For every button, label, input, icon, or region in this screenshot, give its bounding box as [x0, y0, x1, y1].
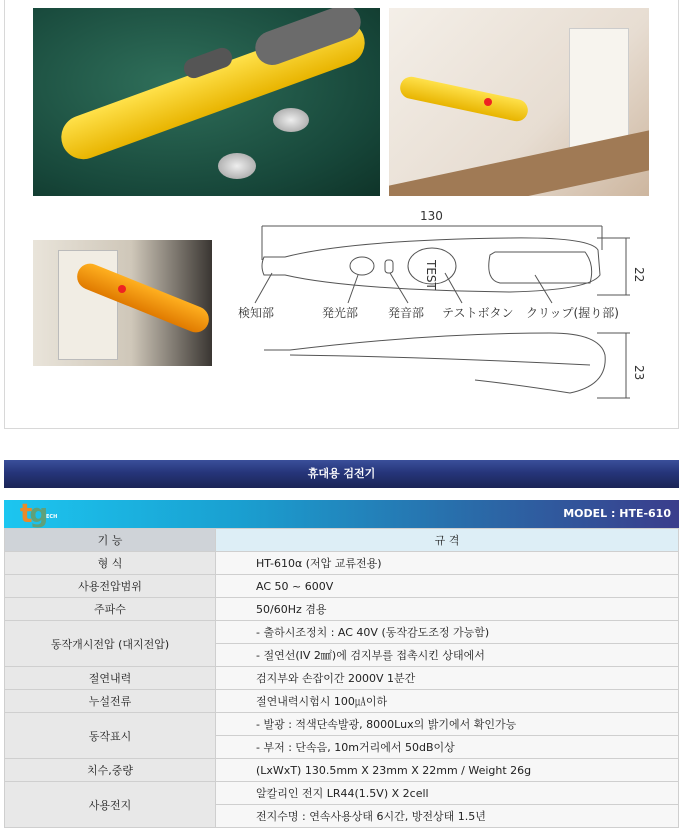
- label-detector: 検知部: [238, 306, 275, 320]
- spec-key: 사용전지: [5, 782, 216, 828]
- table-row: [5, 690, 679, 713]
- spec-value: - 부저 : 단속음, 10m거리에서 50dB이상: [216, 736, 679, 759]
- table-row: [5, 621, 679, 644]
- spec-value: AC 50 ~ 600V: [216, 575, 679, 598]
- header-function: 기 능: [5, 529, 216, 552]
- table-row: [5, 552, 679, 575]
- label-test-button: テストボタン: [442, 306, 514, 320]
- spec-value: - 발광 : 적색단속발광, 8000Lux의 밝기에서 확인가능: [216, 713, 679, 736]
- model-number: MODEL : HTE-610: [563, 507, 671, 520]
- height-dimension: 22: [632, 267, 646, 283]
- spec-key: 누설전류: [5, 690, 216, 713]
- spec-value: HT-610α (저압 교류전용): [216, 552, 679, 575]
- spec-key: 치수,중량: [5, 759, 216, 782]
- table-row: [5, 598, 679, 621]
- spec-value: 알칼리인 전지 LR44(1.5V) X 2cell: [216, 782, 679, 805]
- spec-value: 50/60Hz 겸용: [216, 598, 679, 621]
- table-header: [5, 529, 679, 552]
- spec-key: 주파수: [5, 598, 216, 621]
- product-photo-testing-outlet: [389, 8, 649, 196]
- spec-key: 사용전압범위: [5, 575, 216, 598]
- product-photo-outlet-closeup: [33, 240, 212, 366]
- spec-table: [4, 528, 679, 828]
- table-row: [5, 759, 679, 782]
- table-row: [5, 575, 679, 598]
- table-row: [5, 782, 679, 805]
- side-dimension: 23: [632, 365, 646, 381]
- spec-value: 검지부와 손잡이간 2000V 1분간: [216, 667, 679, 690]
- test-button-label: TEST: [424, 260, 438, 290]
- brand-logo: tg ECH: [20, 499, 58, 529]
- table-row: [5, 667, 679, 690]
- spec-value: - 출하시조정치 : AC 40V (동작감도조정 가능함): [216, 621, 679, 644]
- spec-key: 절연내력: [5, 667, 216, 690]
- page-title: 휴대용 검전기: [4, 460, 679, 488]
- spec-value: - 절연선(IV 2㎟)에 검지부를 접촉시킨 상태에서: [216, 644, 679, 667]
- spec-key: 형 식: [5, 552, 216, 575]
- spec-value: (LxWxT) 130.5mm X 23mm X 22mm / Weight 26g: [216, 759, 679, 782]
- dimension-diagram: [230, 205, 650, 405]
- spec-value: 절연내력시험시 100㎂이하: [216, 690, 679, 713]
- spec-key: 동작표시: [5, 713, 216, 759]
- spec-value: 전지수명 : 연속사용상태 6시간, 방전상태 1.5년: [216, 805, 679, 828]
- length-dimension: 130: [420, 209, 443, 223]
- label-light: 発光部: [322, 306, 359, 320]
- table-row: [5, 713, 679, 736]
- product-photo-pen-with-batteries: [33, 8, 380, 196]
- label-clip: クリップ(握り部): [526, 306, 619, 320]
- model-banner: [4, 500, 679, 528]
- label-sound: 発音部: [388, 306, 425, 320]
- header-spec: 규 격: [216, 529, 679, 552]
- spec-key: 동작개시전압 (대지전압): [5, 621, 216, 667]
